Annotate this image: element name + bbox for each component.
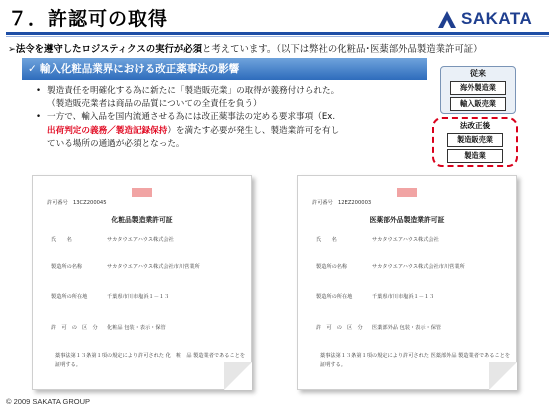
certificate-row: 製造所の所在地 千葉県市川市塩浜１－１３ [51,294,170,300]
title-divider [6,32,549,35]
bullet-item-2: • 一方で、輸入品を国内流通させる為には改正薬事法の定める要求事項（Ex. 出荷判定の義務／製造記録保持）を満たす必要が発生し、製造業許可を有し ている場所の通過が必須となった。 [36,111,428,151]
certificate-row: 氏 名 サカタウエアハウス株式会社 [51,237,174,243]
certificate-row: 製造所の名称 サカタウエアハウス株式会社市川営業所 [51,264,200,270]
previous-licenses-box [440,66,516,114]
license-number: 許可番号 12EZ200003 [312,200,372,206]
certificate-footer: 薬事法第１３条第１項の規定により許可された 医薬部外品 製造業者であることを 証明する。 [320,353,511,368]
license-tag: 輸入販売業 [450,97,506,111]
title-divider-thin [6,36,549,37]
certificate-row: 許 可 の 区 分 化粧品 包装・表示・保管 [51,325,166,331]
previous-header: 従来 [470,69,486,78]
certificate-row: 氏 名 サカタウエアハウス株式会社 [316,237,439,243]
law-impact-panel [22,58,427,163]
intro-rest: と考えています。（以下は弊社の化粧品･医薬部外品製造業許可証） [202,44,483,55]
checkmark-icon: ✓ [28,63,37,75]
certificate-footer: 薬事法第１３条第１項の規定により許可された 化 粧 品 製造業者であることを 証明する。 [55,353,246,368]
panel-header-text: 輸入化粧品業界における改正薬事法の影響 [39,63,240,75]
certificate-title: 化粧品製造業許可証 [111,216,173,224]
panel-header [22,58,427,80]
copyright-notice: © 2009 SAKATA GROUP [6,397,91,406]
bullet-item-1: • 製造責任を明確化する為に新たに「製造販売業」の取得が義務付けられた。 （製造販売業者は商品の品質についての全責任を負う） [36,85,428,111]
license-number: 許可番号 13CZ200045 [47,200,107,206]
quasi-drug-license-certificate [297,175,517,390]
license-tag: 製造販売業 [447,133,503,147]
arrow-icon: ➢ [8,44,16,55]
certificate-row: 製造所の所在地 千葉県市川市塩浜１－１３ [316,294,435,300]
new-header: 法改正後 [459,121,491,130]
intro-highlight: 法令を遵守したロジスティクスの実行が必須 [15,44,203,55]
sakata-logo-mark-icon [435,8,459,30]
seal-stamp [397,188,417,197]
seal-stamp [132,188,152,197]
certificate-row: 製造所の名称 サカタウエアハウス株式会社市川営業所 [316,264,465,270]
intro-line [8,41,483,55]
page-fold [224,362,252,390]
license-tag: 製造業 [447,149,503,163]
page-title: ７．許認可の取得 [8,8,169,30]
required-items-emphasis: 出荷判定の義務／製造記録保持 [47,125,168,136]
bullet-list [36,85,428,151]
new-licenses-box [432,117,518,167]
certificate-title: 医薬部外品製造業許可証 [369,216,445,224]
cosmetics-license-certificate [32,175,252,390]
certificate-row: 許 可 の 区 分 医薬部外品 包装・表示・保管 [316,325,442,331]
page-fold [489,362,517,390]
company-logo [431,6,549,32]
logo-text: SAKATA [461,9,533,28]
license-tag: 海外製造業 [450,81,506,95]
